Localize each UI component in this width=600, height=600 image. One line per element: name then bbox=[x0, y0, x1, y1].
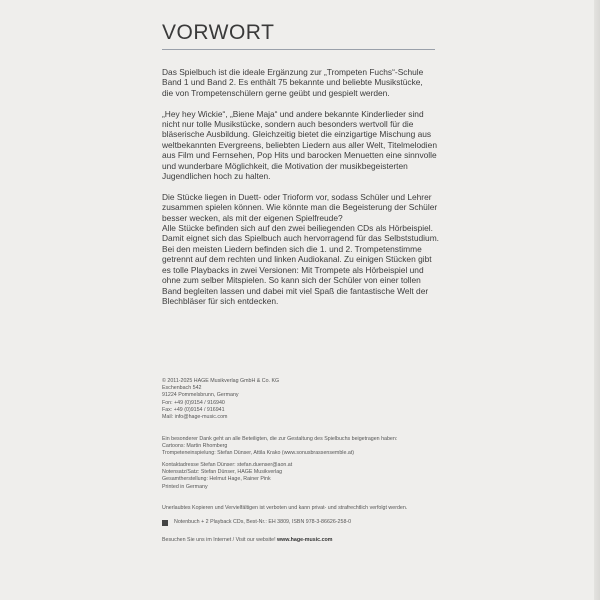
page-edge-shadow bbox=[594, 0, 600, 600]
product-info bbox=[162, 519, 442, 526]
preface-paragraph-2: „Hey hey Wickie“, „Biene Maja“ und andere bekannte Kinderlieder sind nicht nur tolle Musikstücke, sondern auch besonders wertvoll für die bläserische Ausbildung. Gleichzeitig bietet die einzigartige Mischung aus weltbekannten Evergreens, beliebten Liedern aus aller Welt, Titelmelodien aus Film und Fernsehen, Pop Hits und barocken Menuetten eine sinnvolle und wunderbare Möglichkeit, die Motivation der musikbegeisterten Jugendlichen hoch zu halten. bbox=[162, 108, 437, 182]
preface-paragraph-3: Die Stücke liegen in Duett- oder Trioform vor, sodass Schüler und Lehrer zusammen spielen können. Wie könnte man die Begeisterung der Schüler besser wecken, als mit der eigenen Spielfreude? Alle Stücke befinden sich auf den zwei beiliegenden CDs als Hörbeispiel. Damit eignet sich das Spielbuch auch hervorragend für das Selbststudium. Bei den meisten Liedern befinden sich die 1. und 2. Trompetenstimme getrennt auf dem rechten und linken Audiokanal. Zu einigen Stücken gibt es tolle Playbacks in zwei Versionen: Mit Trompete als Hörbeispiel und ohne zum selber Mitspielen. So kann sich der Schüler von einer tollen Band begleiten lassen und dabei mit viel Spaß die fantastische Welt der Blechbläser für sich entdecken. bbox=[162, 191, 439, 306]
visit-prefix: Besuchen Sie uns im Internet / Visit our website! bbox=[162, 537, 276, 543]
website-line bbox=[162, 537, 442, 544]
product-line: Notenbuch + 2 Playback CDs, Best-Nr.: EH 3809, ISBN 978-3-86626-258-0 bbox=[174, 519, 352, 525]
square-bullet-icon bbox=[162, 520, 168, 526]
website-url: www.hage-music.com bbox=[277, 537, 333, 543]
contact-credits: Kontaktadresse Stefan Dünser: stefan.duenser@aon.at Notensatz/Satz: Stefan Dünser, HAGE Musikverlag Gesamtherstellung: Helmut Hage, Rainer Pink Printed in Germany bbox=[162, 462, 293, 490]
preface-paragraph-1: Das Spielbuch ist die ideale Ergänzung zur „Trompeten Fuchs“-Schule Band 1 und Band 2. Es enthält 75 bekannte und beliebte Musikstücke, die von Trompetenschülern gerne geübt und gespielt werden. bbox=[162, 67, 424, 98]
copyright-notice: Unerlaubtes Kopieren und Vervielfältigen ist verboten und kann privat- und strafrechtlich verfolgt werden. bbox=[162, 505, 408, 511]
title-divider bbox=[162, 49, 435, 50]
page-title: VORWORT bbox=[162, 21, 275, 44]
preface-body bbox=[162, 67, 447, 317]
publisher-address: © 2011-2025 HAGE Musikverlag GmbH & Co. KG Eschenbach 542 91224 Pommelsbrunn, Germany Fon: +49 (0)9154 / 916940 Fax: +49 (0)9154 / 916941 Mail: info@hage-music.com bbox=[162, 378, 280, 421]
credits-thanks: Ein besonderer Dank geht an alle Beteiligten, die zur Gestaltung des Spielbuchs beigetragen haben: Cartoons: Martin Rhomberg Trompeteneinspielung: Stefan Dünser, Attila Krako (www.sonusbrassensemble.at) bbox=[162, 436, 398, 457]
